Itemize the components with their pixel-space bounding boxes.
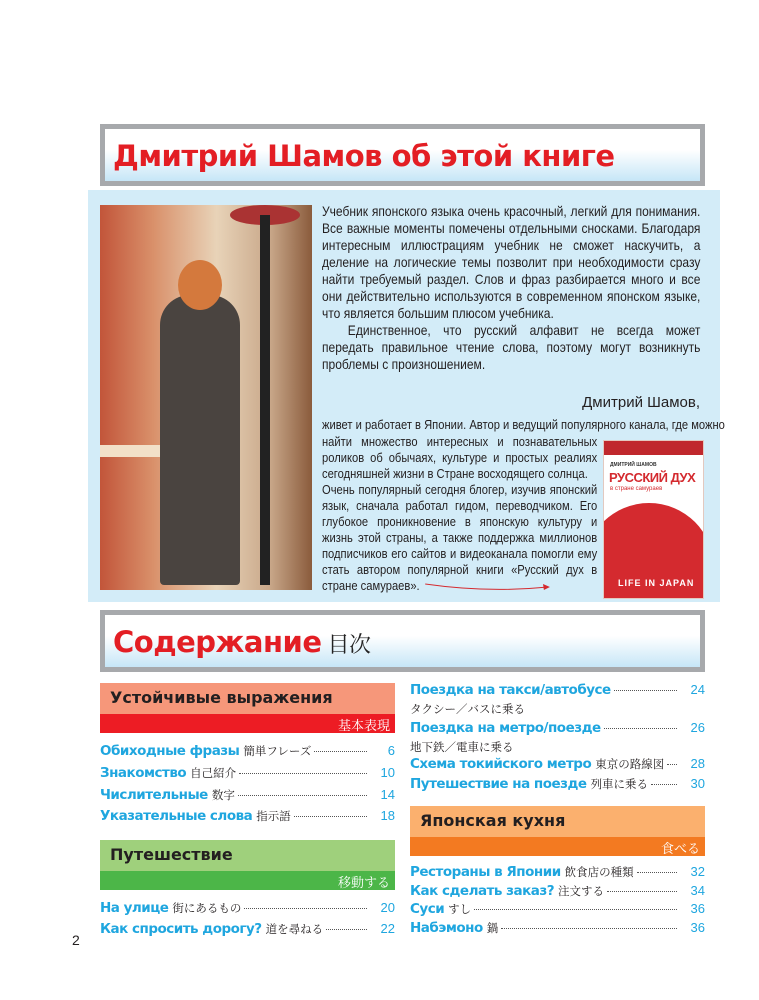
toc-entry — [100, 765, 395, 785]
entry-title: Поездка на такси/автобусе — [410, 682, 611, 698]
section-header — [100, 840, 395, 890]
intro-paragraph: Учебник японского языка очень красочный, легкий для понимания. Все важные моменты помечены отдельными сносками. Благодаря интересным иллюстрациям учебник не сможет наскучить, а деление на логические темы позволит при необходимости сразу найти требуемый раздел. Слов и фраз разбирается много и все они действительно используются в современном японском языке, что является большим плюсом учебника. — [322, 203, 701, 321]
entry-title: Путешествие на поезде — [410, 776, 587, 792]
entry-jp: すし — [448, 904, 472, 916]
entry-page: 34 — [690, 883, 705, 898]
contents-title-jp: 目次 — [327, 633, 371, 658]
toc-entry — [100, 743, 395, 763]
toc-entry — [410, 864, 705, 884]
section-title-band — [100, 840, 395, 871]
entry-title: Набэмоно — [410, 920, 483, 936]
section-title-band — [410, 806, 705, 837]
about-header — [100, 124, 705, 186]
entry-page: 18 — [380, 808, 395, 823]
entry-page: 36 — [690, 920, 705, 935]
dot-leader — [294, 816, 367, 817]
entry-jp: 注文する — [558, 886, 605, 898]
dot-leader — [314, 751, 367, 752]
section-jp: 基本表現 — [337, 718, 390, 733]
section-title-band — [100, 683, 395, 714]
entry-jp: 簡単フレーズ — [243, 746, 312, 758]
section-title: Путешествие — [110, 845, 233, 864]
dot-leader — [326, 929, 367, 930]
book-author: ДМИТРИЙ ШАМОВ — [610, 462, 657, 468]
entry-jp: 街にあるもの — [172, 903, 242, 915]
toc-entry — [410, 920, 705, 940]
entry-page: 24 — [690, 682, 705, 697]
toc-entry — [100, 921, 395, 941]
section-jp: 移動する — [337, 875, 390, 890]
intro-paragraph: Единственное, что русский алфавит не всегда может передать правильное чтение слова, поэтому могут возникнуть проблемы с произношением. — [322, 322, 701, 372]
entry-page: 30 — [690, 776, 705, 791]
about-title: Дмитрий Шамов об этой книге — [113, 139, 615, 173]
dot-leader — [474, 909, 677, 910]
section-jp-band — [410, 837, 705, 856]
entry-jp: 地下鉄／電車に乗る — [410, 742, 514, 754]
arrow-icon — [423, 581, 552, 593]
entry-title: Знакомство — [100, 765, 187, 781]
toc-entry — [410, 720, 705, 740]
entry-jp: 列車に乗る — [590, 779, 649, 791]
section-header — [100, 683, 395, 733]
contents-title: Содержание — [113, 625, 322, 659]
contents-header — [100, 610, 705, 672]
entry-page: 6 — [387, 743, 395, 758]
entry-title: Как спросить дорогу? — [100, 921, 262, 937]
entry-page: 32 — [690, 864, 705, 879]
entry-page: 26 — [690, 720, 705, 735]
section-jp-band — [100, 714, 395, 733]
toc-entry — [410, 901, 705, 921]
bio-paragraph: Очень популярный сегодня блогер, изучив японский язык, сначала работал гидом, переводчиком. Его глубокое проникновение в японскую культуру и жизнь этой страны, а также поддержка миллионов подписчиков его сайтов и видеоканала помогли ему стать автором популярной книги «Русский дух в стране самураев». — [322, 482, 598, 593]
entry-jp: 自己紹介 — [190, 768, 237, 780]
entry-page: 10 — [380, 765, 395, 780]
toc-entry — [100, 900, 395, 920]
section-header — [410, 806, 705, 856]
entry-page: 20 — [380, 900, 395, 915]
toc-entry — [410, 883, 705, 903]
page-number: 2 — [72, 932, 80, 948]
entry-page: 36 — [690, 901, 705, 916]
entry-title: Числительные — [100, 787, 208, 803]
dot-leader — [614, 690, 677, 691]
entry-jp: 指示語 — [256, 811, 291, 823]
toc-entry — [100, 787, 395, 807]
toc-entry — [410, 682, 705, 702]
author-photo — [100, 205, 312, 590]
bio-line: живет и работает в Японии. Автор и ведущий популярного канала, где можно — [322, 417, 725, 432]
toc-entry — [100, 808, 395, 828]
entry-title: Обиходные фразы — [100, 743, 240, 759]
entry-title: Рестораны в Японии — [410, 864, 561, 880]
entry-page: 28 — [690, 756, 705, 771]
dot-leader — [604, 728, 677, 729]
entry-jp: 道を尋ねる — [265, 924, 324, 936]
entry-title: Указательные слова — [100, 808, 253, 824]
dot-leader — [244, 908, 367, 909]
entry-jp: 飲食店の種類 — [564, 867, 634, 879]
section-jp: 食べる — [660, 841, 700, 856]
dot-leader — [238, 795, 367, 796]
section-title: Японская кухня — [420, 811, 566, 830]
contents-title-wrap — [113, 625, 371, 659]
entry-title: Как сделать заказ? — [410, 883, 555, 899]
bio-text — [322, 434, 597, 594]
entry-title: Поездка на метро/поезде — [410, 720, 601, 736]
section-title: Устойчивые выражения — [110, 688, 333, 707]
bio-paragraph: найти множество интересных и познавательных роликов об обычаях, культуре и простых реалиях сегодняшней жизни в Стране восходящего солнца. — [322, 434, 598, 481]
intro-text — [322, 203, 700, 373]
book-title: РУССКИЙ ДУХ — [609, 470, 696, 485]
dot-leader — [667, 764, 677, 765]
entry-title: Схема токийского метро — [410, 756, 592, 772]
dot-leader — [239, 773, 367, 774]
dot-leader — [637, 872, 677, 873]
entry-page: 14 — [380, 787, 395, 802]
entry-jp: 鍋 — [486, 923, 499, 935]
toc-entry — [410, 776, 705, 796]
dot-leader — [651, 784, 677, 785]
entry-title: На улице — [100, 900, 169, 916]
book-cover — [603, 440, 704, 599]
entry-title: Суси — [410, 901, 445, 917]
dot-leader — [607, 891, 677, 892]
bio-paragraph-wrap — [322, 482, 597, 594]
entry-jp: 東京の路線図 — [595, 759, 665, 771]
entry-jp: 数字 — [211, 790, 235, 802]
book-subtitle: в стране самураев — [610, 486, 663, 492]
toc-entry — [410, 756, 705, 776]
entry-jp: タクシー／バスに乗る — [410, 704, 525, 716]
book-series: LIFE IN JAPAN — [618, 578, 695, 588]
signature: Дмитрий Шамов, — [582, 394, 700, 411]
dot-leader — [501, 928, 677, 929]
section-jp-band — [100, 871, 395, 890]
entry-page: 22 — [380, 921, 395, 936]
